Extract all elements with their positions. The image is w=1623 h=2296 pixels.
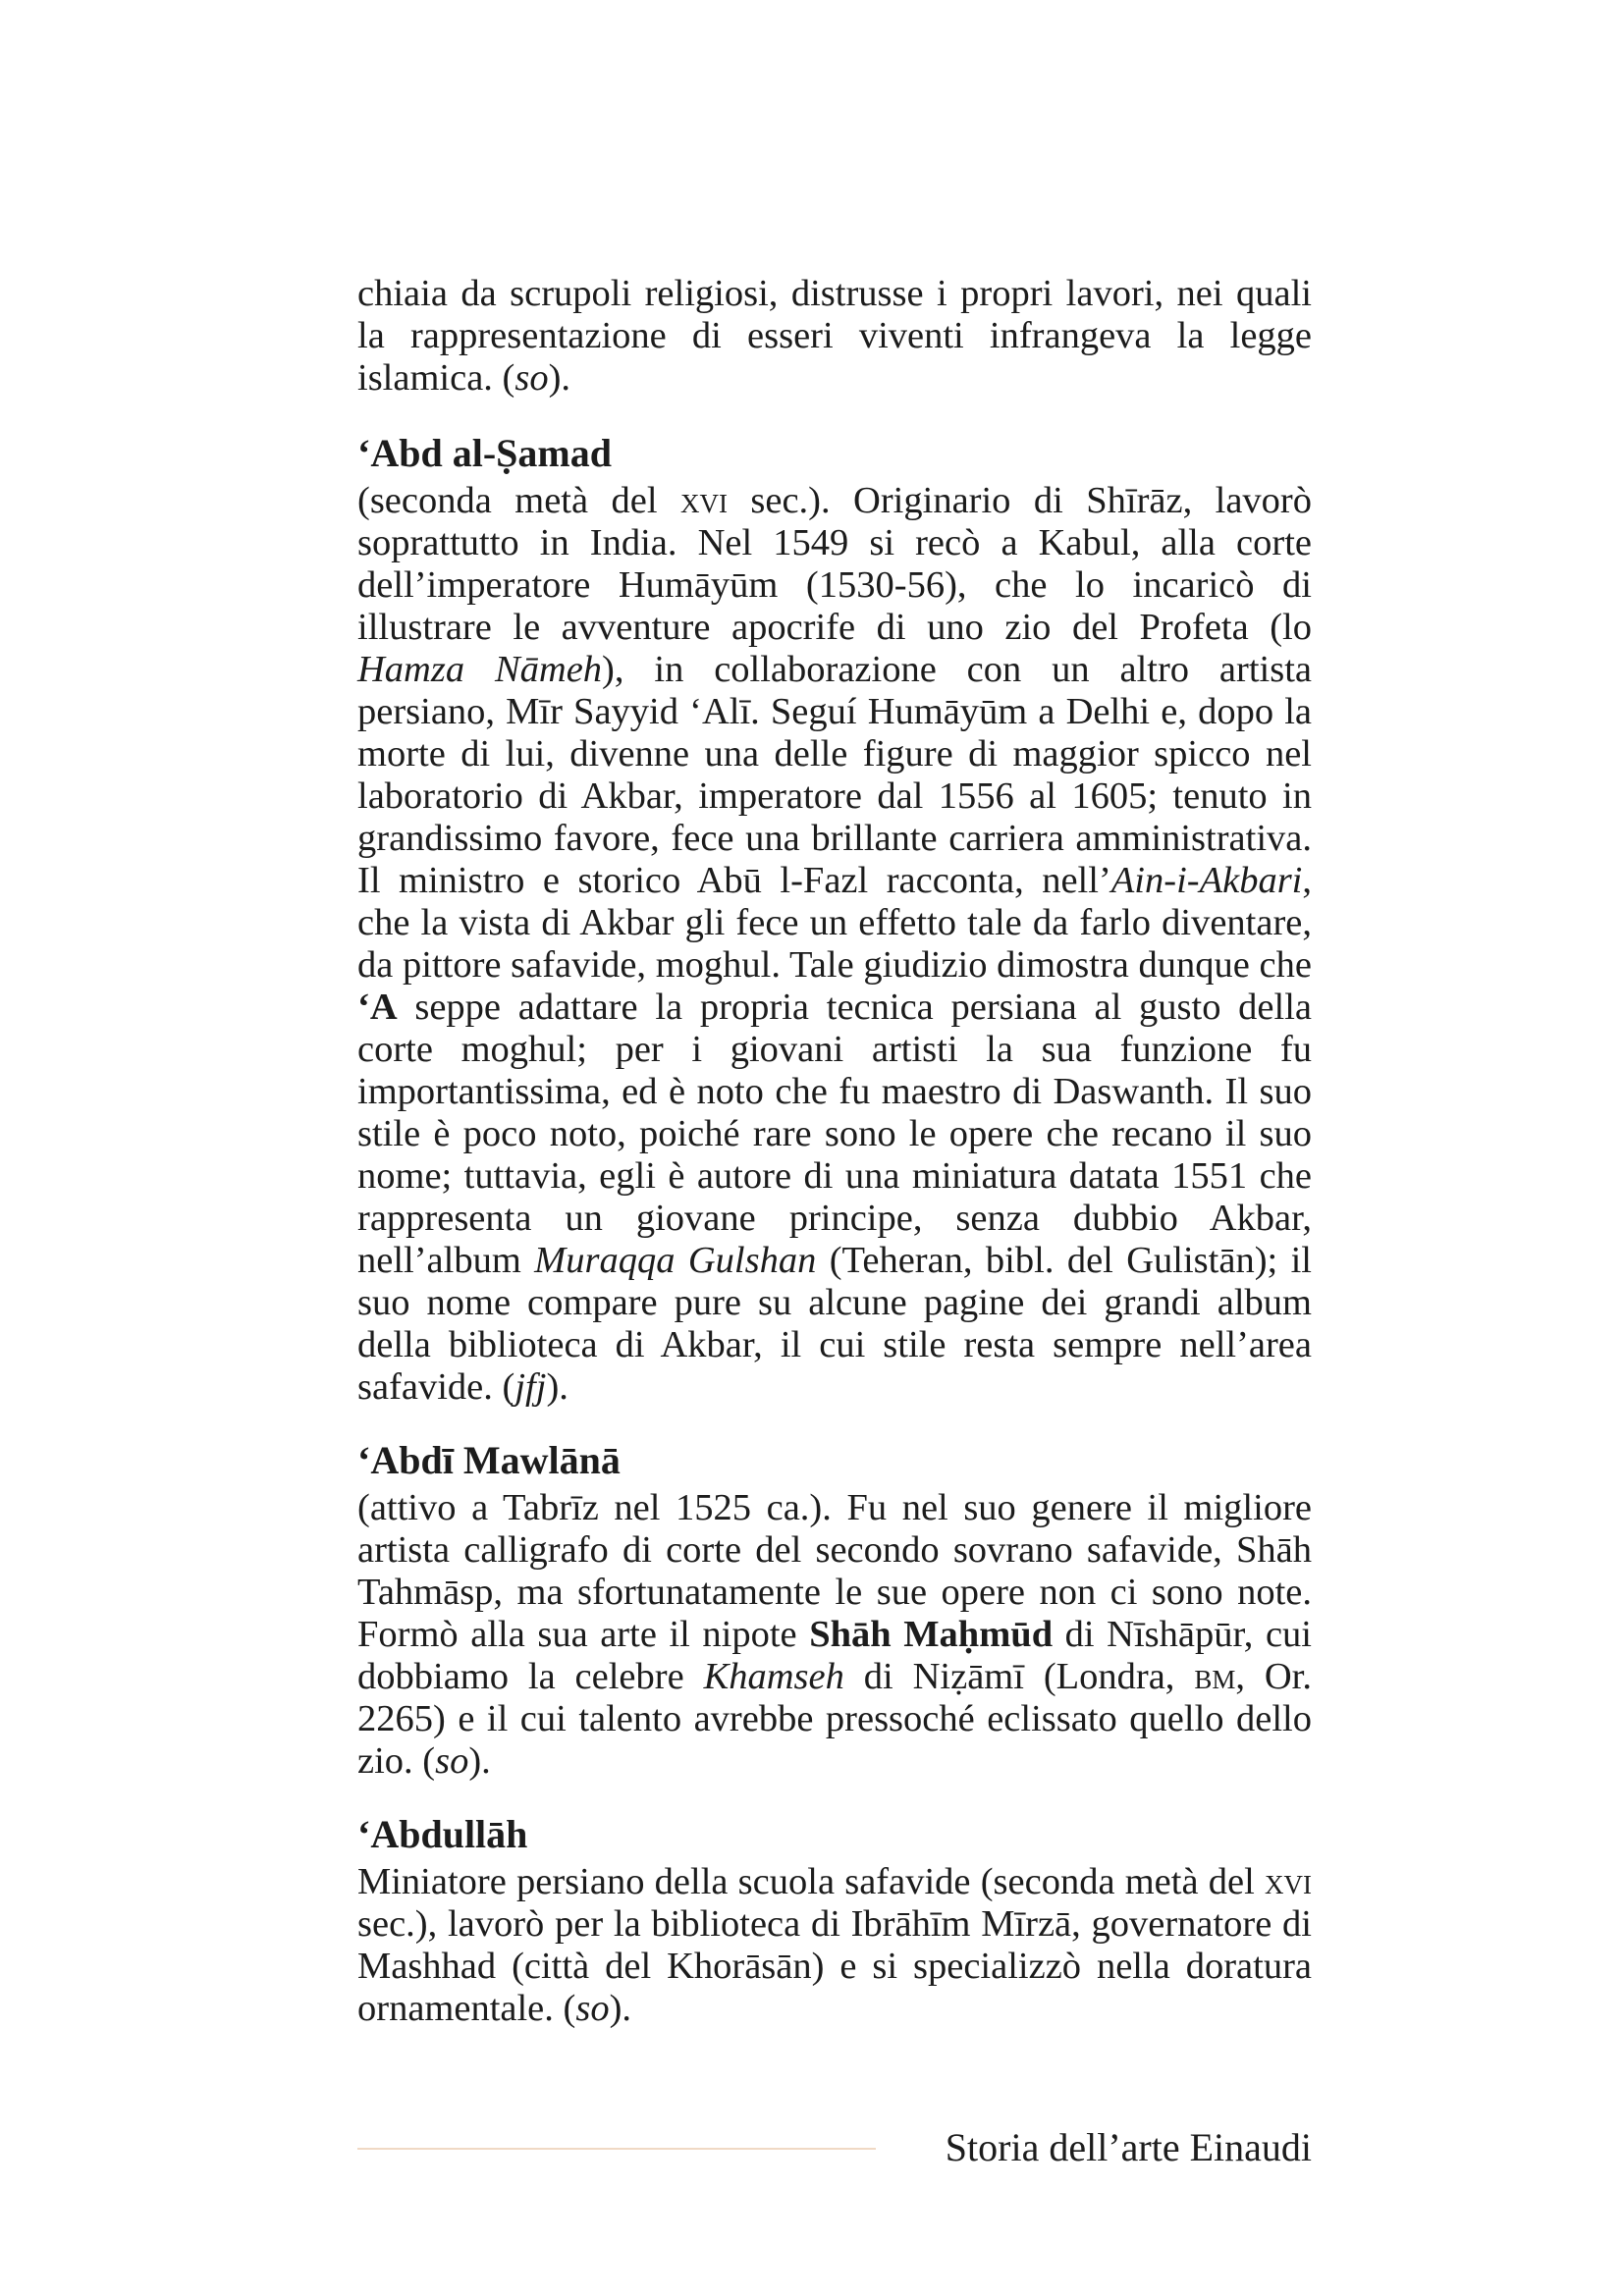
work-title: Ain-i-Akbari bbox=[1110, 860, 1303, 901]
page-content bbox=[357, 273, 1312, 2030]
entry-text: sec.), lavorò per la biblioteca di Ibrāhīm Mīrzā, governatore di Mashhad (città del Khorāsān) e si specializzò nella doratura ornamentale. ( bbox=[357, 1903, 1312, 2029]
entry-text: di Niẓāmī (Londra, bbox=[843, 1656, 1195, 1697]
cross-reference-name: Shāh Maḥmūd bbox=[809, 1614, 1054, 1655]
entry-text: ). bbox=[546, 1366, 568, 1408]
entry-text: (Teheran, bibl. del Gulistān); il suo nome compare pure su alcune pagine dei grandi album della biblioteca di Akbar, il cui stile resta sempre nell’area safavide. ( bbox=[357, 1240, 1312, 1408]
entry-text: , che la vista di Akbar gli fece un effetto tale da farlo diventare, da pittore safavide, moghul. Tale giudizio dimostra dunque che bbox=[357, 860, 1312, 986]
entry-body-abdullah bbox=[357, 1861, 1312, 2030]
entry-text: , Or. 2265) e il cui talento avrebbe pressoché eclissato quello dello zio. ( bbox=[357, 1656, 1312, 1782]
page-footer bbox=[357, 2118, 1312, 2177]
author-initials: jfj bbox=[514, 1366, 547, 1408]
intro-text: chiaia da scrupoli religiosi, distrusse i propri lavori, nei quali la rappresentazione di esseri viventi infrangeva la legge islamica. ( bbox=[357, 273, 1312, 399]
entry-body-abd-al-samad bbox=[357, 480, 1312, 1409]
work-title: Khamseh bbox=[703, 1656, 844, 1697]
entry-text: ). bbox=[609, 1988, 632, 2029]
museum-abbreviation: bm bbox=[1194, 1656, 1236, 1697]
entry-text: seppe adattare la propria tecnica persiana al gusto della corte moghul; per i giovani artisti la sua funzione fu importantissima, ed è noto che fu maestro di Daswanth. Il suo stile è poco noto, poiché rare sono le opere che recano il suo nome; tuttavia, egli è autore di una miniatura datata 1551 che rappresenta un giovane principe, senza dubbio Akbar, nell’album bbox=[357, 987, 1312, 1281]
entry-text: Miniatore persiano della scuola safavide (seconda metà del bbox=[357, 1861, 1265, 1902]
work-title: Muraqqa Gulshan bbox=[534, 1240, 817, 1281]
entry-title-abdullah: ‘Abdullāh bbox=[357, 1812, 528, 1856]
entry-text: di Nīshāpūr, cui dobbiamo la celebre bbox=[357, 1614, 1312, 1697]
entry-title-abdi-mawlana: ‘Abdī Mawlānā bbox=[357, 1438, 621, 1482]
intro-close: ). bbox=[548, 357, 571, 399]
author-initials: so bbox=[514, 357, 549, 399]
century-numeral: xvi bbox=[1265, 1861, 1312, 1902]
author-initials: so bbox=[435, 1740, 469, 1782]
work-title: Hamza Nāmeh bbox=[357, 649, 603, 690]
name-abbreviation: ‘A bbox=[357, 987, 398, 1028]
entry-text: ), in collaborazione con un altro artista persiano, Mīr Sayyid ‘Alī. Seguí Humāyūm a Delhi e, dopo la morte di lui, divenne una delle figure di maggior spicco nel laboratorio di Akbar, imperatore dal 1556 al 1605; tenuto in grandissimo favore, fece una brillante carriera amministrativa. Il ministro e storico Abū l-Fazl racconta, nell’ bbox=[357, 649, 1312, 901]
entry-text: (seconda metà del bbox=[357, 480, 680, 521]
intro-paragraph bbox=[357, 273, 1312, 400]
century-numeral: xvi bbox=[679, 480, 728, 521]
entry-text: ). bbox=[468, 1740, 491, 1782]
entry-body-abdi-mawlana bbox=[357, 1487, 1312, 1783]
entry-text: (attivo a Tabrīz nel 1525 ca.). Fu nel suo genere il migliore artista calligrafo di corte del secondo sovrano safavide, Shāh Tahmāsp, ma sfortunatamente le sue opere non ci sono note. Formò alla sua arte il nipote bbox=[357, 1487, 1312, 1655]
footer-rule bbox=[357, 2148, 876, 2150]
author-initials: so bbox=[575, 1988, 610, 2029]
entry-title-abd-al-samad: ‘Abd al-Ṣamad bbox=[357, 431, 612, 475]
footer-publisher: Storia dell’arte Einaudi bbox=[945, 2125, 1312, 2169]
entry-text: sec.). Originario di Shīrāz, lavorò soprattutto in India. Nel 1549 si recò a Kabul, alla corte dell’imperatore Humāyūm (1530-56), che lo incaricò di illustrare le avventure apocrife di uno zio del Profeta (lo bbox=[357, 480, 1313, 648]
